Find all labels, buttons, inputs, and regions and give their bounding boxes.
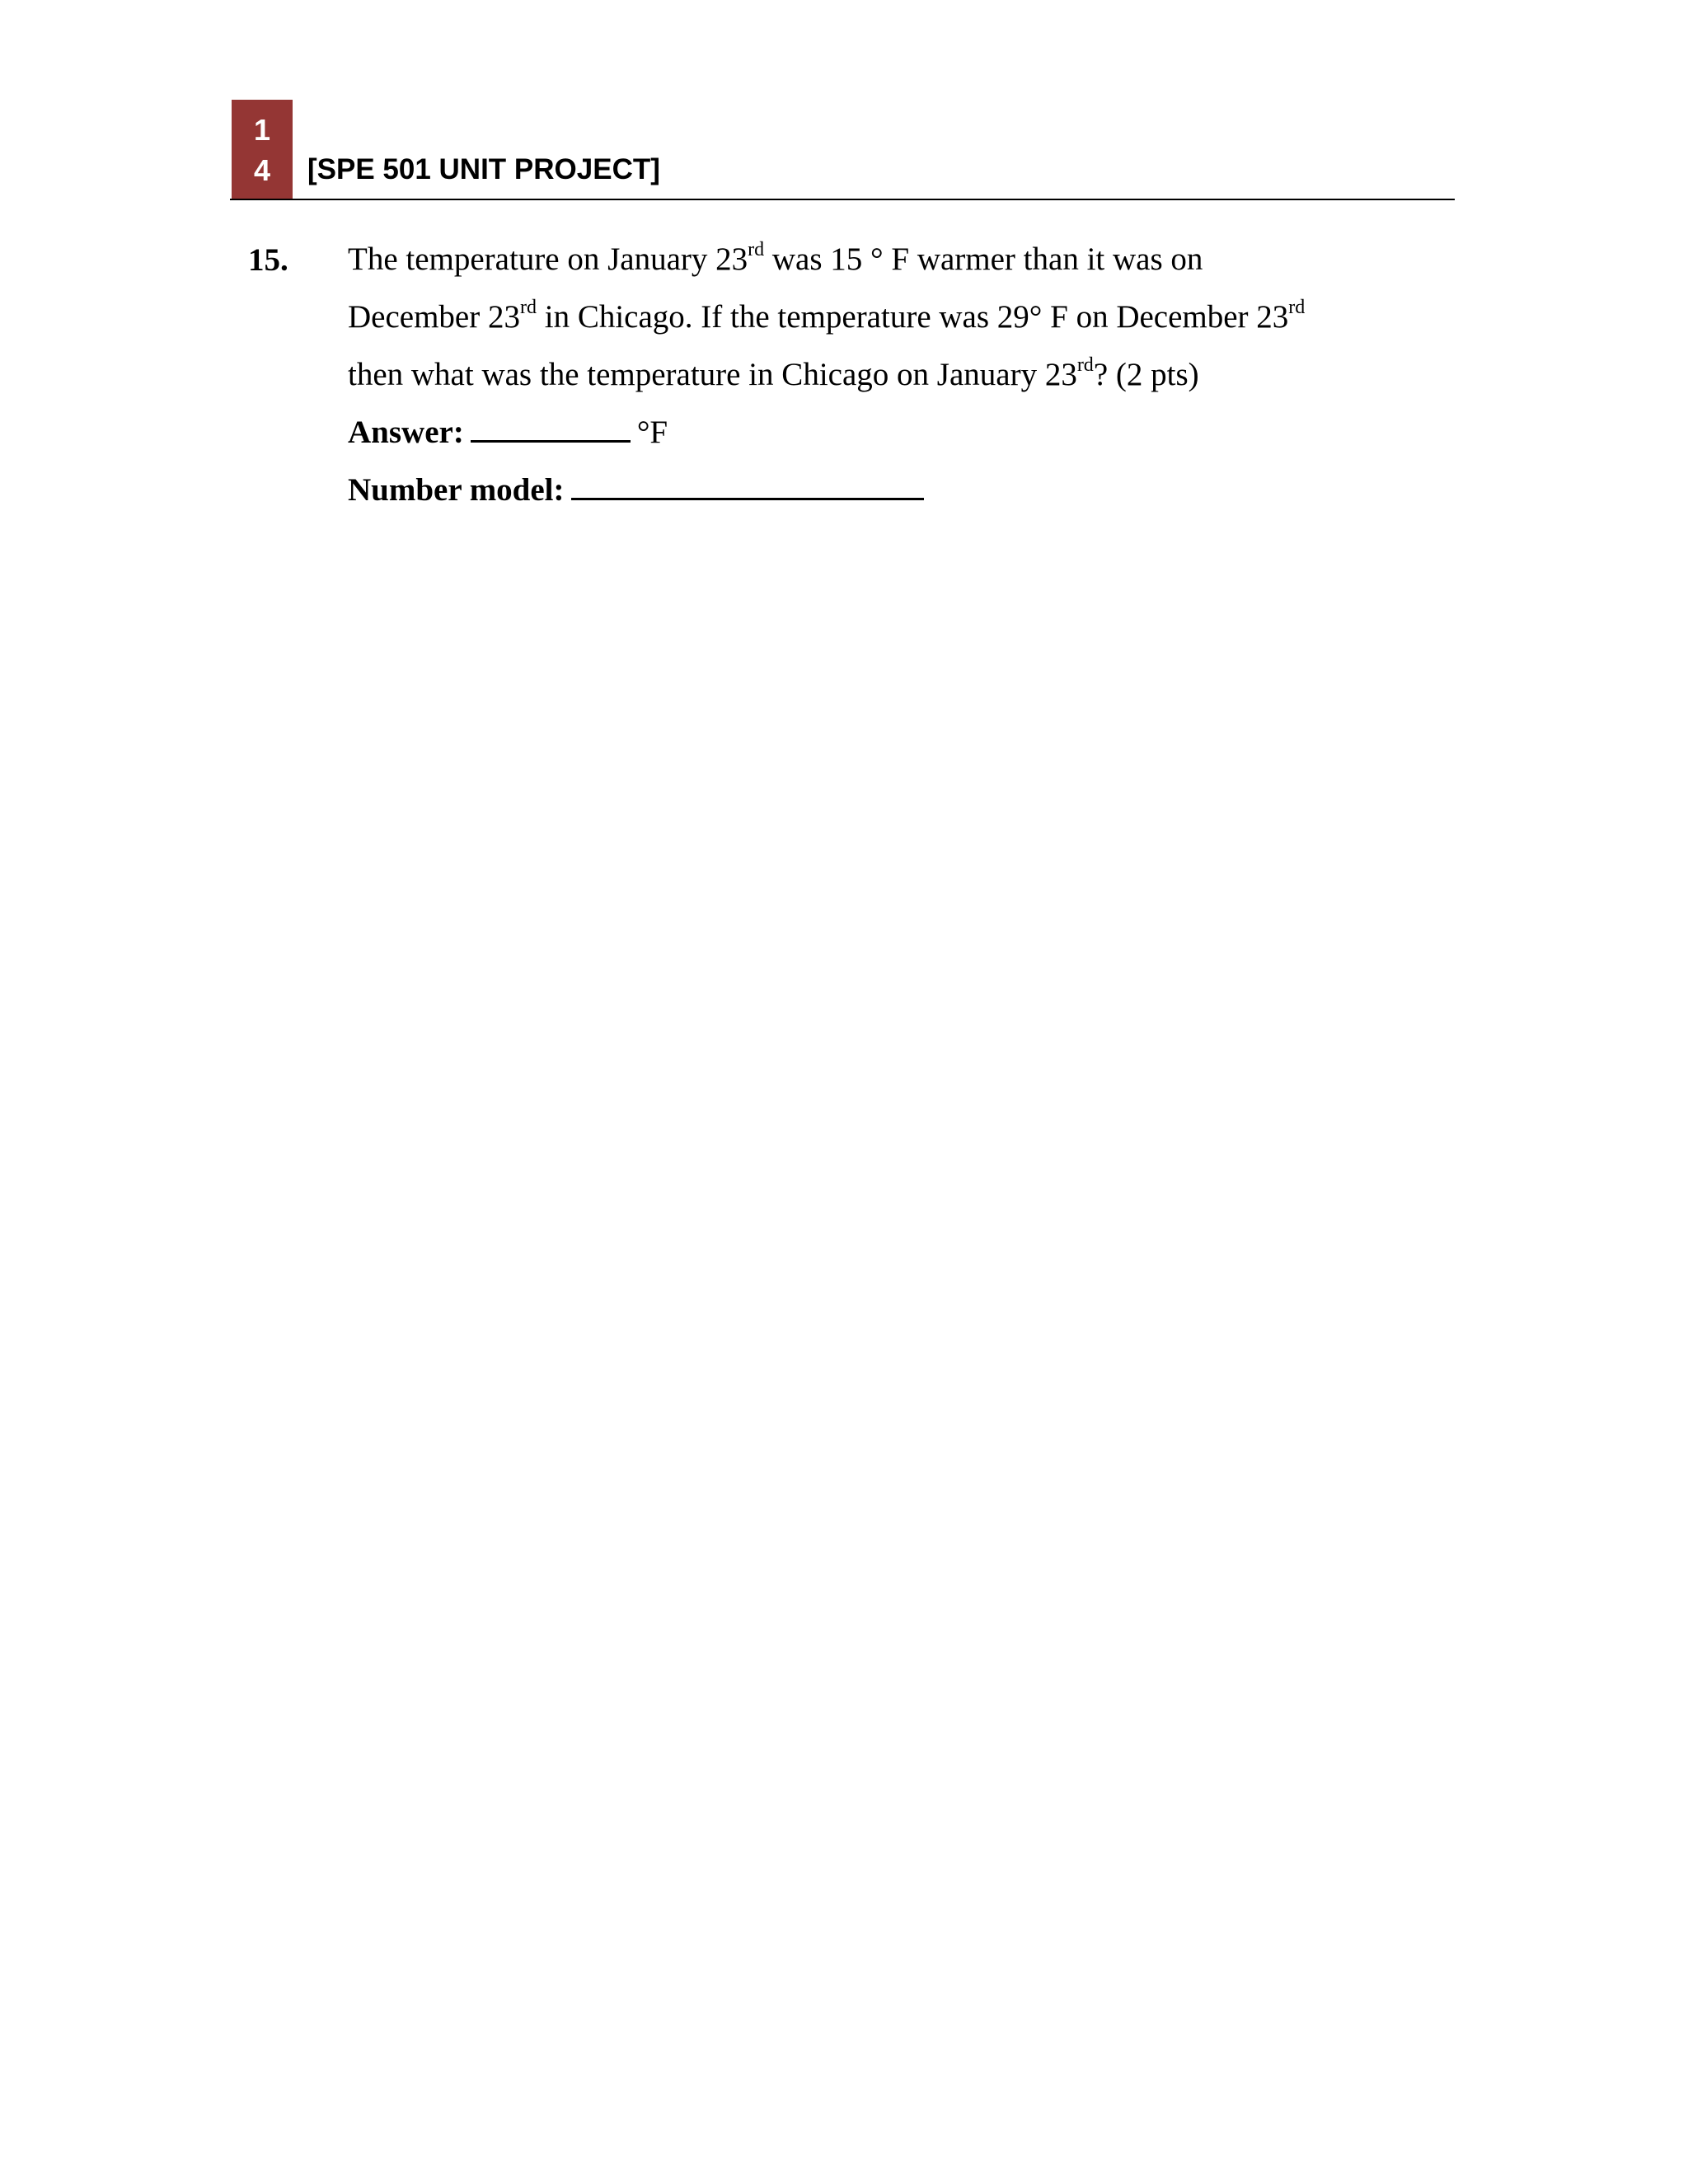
number-model-row	[348, 462, 1444, 519]
number-model-blank[interactable]	[571, 473, 924, 500]
page-number-digit-1: 1	[253, 113, 271, 147]
page-number-digit-2: 4	[253, 153, 271, 187]
answer-label: Answer:	[348, 415, 464, 450]
question-body	[348, 231, 1444, 519]
answer-unit: °F	[636, 415, 668, 450]
header-title: [SPE 501 UNIT PROJECT]	[307, 153, 660, 185]
number-model-label: Number model:	[348, 472, 565, 508]
answer-blank[interactable]	[471, 415, 631, 443]
question-text-line-3: then what was the temperature in Chicago on January 23rd? (2 pts)	[348, 354, 1199, 392]
answer-row	[348, 404, 1444, 462]
header-divider	[230, 199, 1455, 200]
question-text-line-1: The temperature on January 23rd was 15 ° F warmer than it was on	[348, 239, 1203, 277]
question-text-line-2: December 23rd in Chicago. If the temperature was 29° F on December 23rd	[348, 297, 1306, 335]
question-number: 15.	[248, 242, 288, 278]
page-number-badge	[232, 100, 293, 200]
